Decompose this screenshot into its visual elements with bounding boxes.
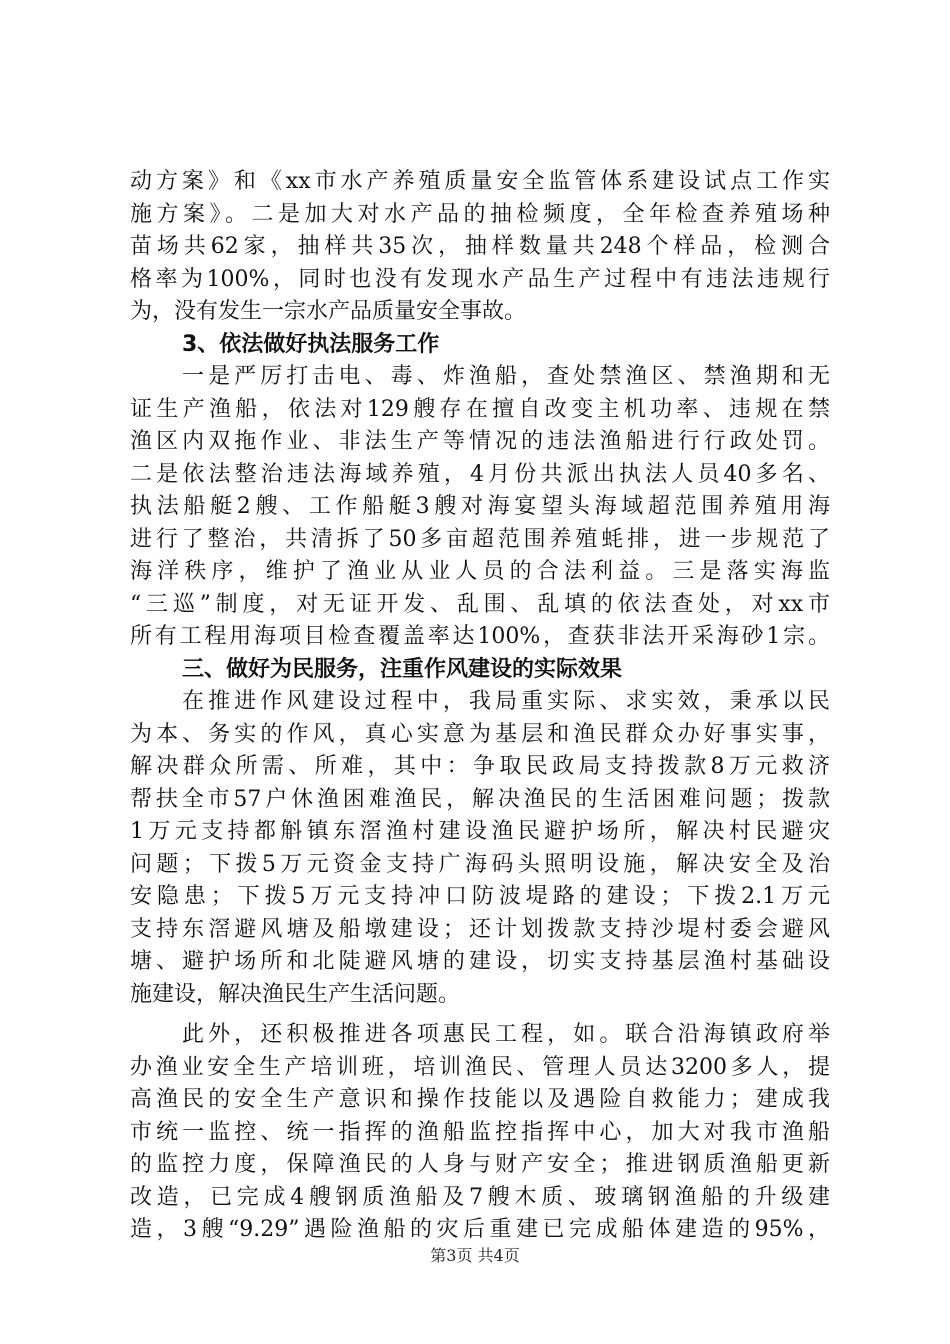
paragraph-gap bbox=[130, 1011, 830, 1019]
text-line: 塘、避护场所和北陡避风塘的建设，切实支持基层渔村基础设 bbox=[130, 949, 830, 974]
text-line: 施建设，解决渔民生产生活问题。 bbox=[130, 981, 461, 1007]
text-line: 支持东滘避风塘及船墩建设；还计划拨款支持沙堤村委会避风 bbox=[130, 916, 830, 942]
text-line: 1万元支持都斛镇东滘渔村建设渔民避护场所，解决村民避灾 bbox=[130, 819, 830, 844]
text-line: 高渔民的安全生产意识和操作技能以及遇险自救能力；建成我 bbox=[130, 1087, 830, 1112]
text-line: 为本、务实的作风，真心实意为基层和渔民群众办好事实事， bbox=[130, 721, 830, 747]
text-line: 海洋秩序，维护了渔业从业人员的合法利益。三是落实海监 bbox=[130, 559, 830, 584]
text-line: 执法船艇2艘、工作船艇3艘对海宴望头海域超范围养殖用海 bbox=[130, 494, 830, 519]
text-line: “三巡”制度，对无证开发、乱围、乱填的依法查处，对xx市 bbox=[130, 591, 830, 617]
text-line: 证生产渔船，依法对129艘存在擅自改变主机功率、违规在禁 bbox=[130, 396, 830, 422]
text-line: 造，3艘“9.29”遇险渔船的灾后重建已完成船体建造的95%， bbox=[130, 1217, 830, 1242]
text-line: 格率为100%，同时也没有发现水产品生产过程中有违法违规行 bbox=[130, 266, 830, 292]
document-body bbox=[130, 166, 830, 1247]
section-heading: 三、做好为民服务，注重作风建设的实际效果 bbox=[182, 656, 623, 682]
text-line: 为，没有发生一宗水产品质量安全事故。 bbox=[130, 299, 527, 324]
text-line: 办渔业安全生产培训班，培训渔民、管理人员达3200多人，提 bbox=[130, 1054, 830, 1080]
section-heading: 3、依法做好执法服务工作 bbox=[182, 331, 440, 357]
text-line: 帮扶全市57户休渔困难渔民，解决渔民的生活困难问题；拨款 bbox=[130, 786, 830, 812]
paragraph-first-line: 一是严厉打击电、毒、炸渔船，查处禁渔区、禁渔期和无 bbox=[182, 364, 830, 389]
text-line: 二是依法整治违法海域养殖，4月份共派出执法人员40多名、 bbox=[130, 461, 830, 487]
text-line: 解决群众所需、所难，其中：争取民政局支持拨款8万元救济 bbox=[130, 754, 830, 779]
text-line: 动方案》和《xx市水产养殖质量安全监管体系建设试点工作实 bbox=[130, 169, 830, 194]
text-line: 问题；下拨5万元资金支持广海码头照明设施，解决安全及治 bbox=[130, 851, 830, 877]
text-line: 苗场共62家，抽样共35次，抽样数量共248个样品，检测合 bbox=[130, 234, 830, 259]
paragraph-first-line: 在推进作风建设过程中，我局重实际、求实效，秉承以民 bbox=[182, 689, 830, 714]
paragraph-first-line: 此外，还积极推进各项惠民工程，如。联合沿海镇政府举 bbox=[182, 1022, 830, 1047]
text-line: 改造，已完成4艘钢质渔船及7艘木质、玻璃钢渔船的升级建 bbox=[130, 1184, 830, 1210]
text-line: 施方案》。二是加大对水产品的抽检频度，全年检查养殖场种 bbox=[130, 201, 830, 227]
text-line: 的监控力度，保障渔民的人身与财产安全；推进钢质渔船更新 bbox=[130, 1152, 830, 1177]
text-line: 进行了整治，共清拆了50多亩超范围养殖蚝排，进一步规范了 bbox=[130, 526, 830, 552]
text-line: 渔区内双拖作业、非法生产等情况的违法渔船进行行政处罚。 bbox=[130, 429, 830, 454]
text-line: 安隐患；下拨5万元支持冲口防波堤路的建设；下拨2.1万元 bbox=[130, 884, 830, 909]
text-line: 所有工程用海项目检查覆盖率达100%，查获非法开采海砂1宗。 bbox=[130, 624, 830, 649]
text-line: 市统一监控、统一指挥的渔船监控指挥中心，加大对我市渔船 bbox=[130, 1119, 830, 1145]
page-footer: 第3页 共4页 bbox=[430, 1246, 520, 1265]
